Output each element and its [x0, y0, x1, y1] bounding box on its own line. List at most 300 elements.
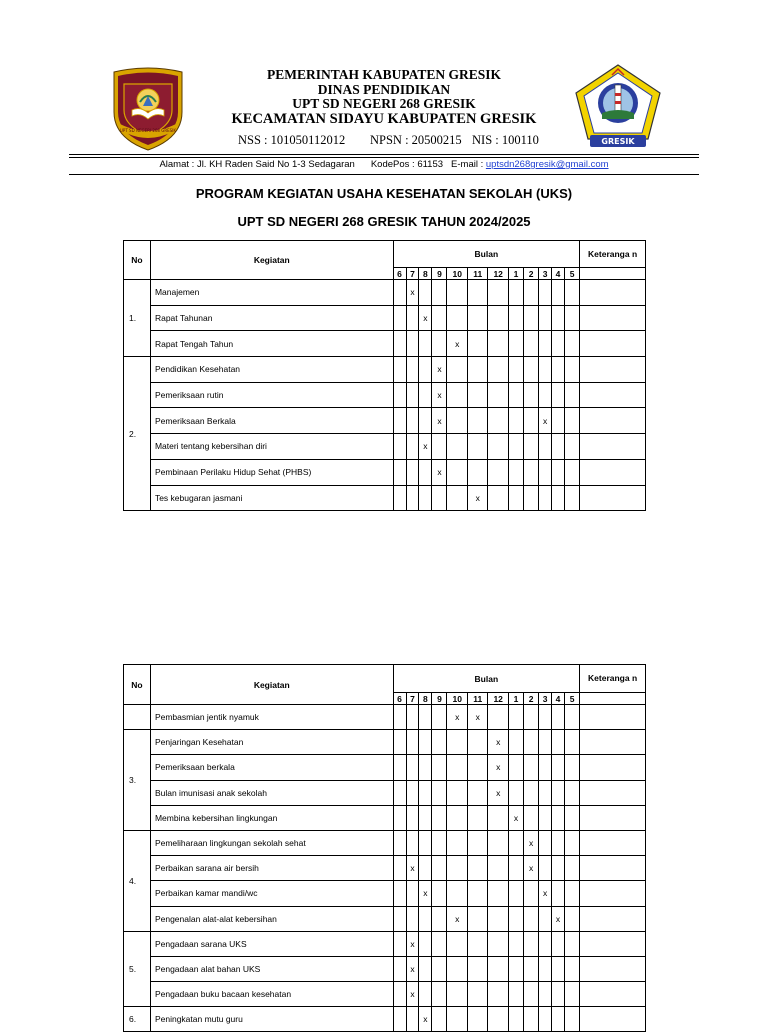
- month-header: 1: [508, 268, 523, 280]
- month-mark-cell: [419, 331, 432, 357]
- letterhead-line3: UPT SD NEGERI 268 GRESIK: [292, 96, 476, 112]
- month-mark-cell: [467, 956, 487, 981]
- month-header: 6: [393, 268, 406, 280]
- month-mark-cell: x: [406, 856, 419, 881]
- keterangan-subheader-empty: [580, 693, 646, 705]
- month-mark-cell: [488, 856, 508, 881]
- month-mark-cell: [447, 830, 467, 855]
- row-number: 3.: [124, 730, 151, 831]
- month-mark-cell: x: [447, 906, 467, 931]
- month-mark-cell: [524, 357, 539, 383]
- table-row: [124, 382, 646, 408]
- table-row: [124, 280, 646, 306]
- month-mark-cell: [393, 830, 406, 855]
- month-mark-cell: [406, 780, 419, 805]
- month-mark-cell: [406, 305, 419, 331]
- document-title: PROGRAM KEGIATAN USAHA KESEHATAN SEKOLAH (UKS): [195, 186, 573, 201]
- month-mark-cell: [432, 830, 447, 855]
- month-mark-cell: [508, 830, 523, 855]
- address: Alamat : Jl. KH Raden Said No 1-3 Sedagaran: [159, 159, 355, 170]
- month-mark-cell: [539, 705, 552, 730]
- month-mark-cell: [447, 805, 467, 830]
- month-mark-cell: [565, 830, 580, 855]
- school-shield-logo: [110, 66, 186, 152]
- month-mark-cell: [419, 357, 432, 383]
- month-header: 12: [488, 268, 508, 280]
- nss: NSS : 101050112012: [238, 133, 346, 147]
- month-mark-cell: [467, 780, 487, 805]
- kodepos: KodePos : 61153: [370, 159, 444, 170]
- month-mark-cell: [552, 881, 565, 906]
- keterangan-cell: [580, 1007, 646, 1032]
- month-mark-cell: [508, 856, 523, 881]
- month-mark-cell: [467, 357, 487, 383]
- month-mark-cell: [488, 459, 508, 485]
- month-mark-cell: [565, 956, 580, 981]
- month-mark-cell: [447, 357, 467, 383]
- month-mark-cell: [539, 357, 552, 383]
- month-mark-cell: [539, 485, 552, 511]
- month-mark-cell: [552, 1007, 565, 1032]
- table-row: [124, 780, 646, 805]
- month-mark-cell: [432, 755, 447, 780]
- month-header: 8: [419, 693, 432, 705]
- month-mark-cell: [432, 856, 447, 881]
- month-mark-cell: [565, 755, 580, 780]
- keterangan-cell: [580, 280, 646, 306]
- month-mark-cell: [565, 931, 580, 956]
- month-mark-cell: [406, 1007, 419, 1032]
- month-mark-cell: [488, 805, 508, 830]
- month-mark-cell: [432, 881, 447, 906]
- keterangan-cell: [580, 830, 646, 855]
- month-mark-cell: [419, 931, 432, 956]
- month-mark-cell: [467, 305, 487, 331]
- month-mark-cell: x: [419, 1007, 432, 1032]
- month-mark-cell: [488, 357, 508, 383]
- month-mark-cell: [419, 382, 432, 408]
- month-mark-cell: [447, 485, 467, 511]
- activity-cell: Peningkatan mutu guru: [150, 1007, 393, 1032]
- month-header: 10: [447, 268, 467, 280]
- month-mark-cell: [406, 485, 419, 511]
- month-mark-cell: [524, 931, 539, 956]
- month-mark-cell: [447, 434, 467, 460]
- month-mark-cell: [565, 982, 580, 1007]
- month-header: 4: [552, 268, 565, 280]
- header-bulan: Bulan: [393, 241, 580, 268]
- month-mark-cell: [419, 830, 432, 855]
- month-mark-cell: [406, 357, 419, 383]
- table-row: [124, 956, 646, 981]
- month-mark-cell: [432, 434, 447, 460]
- month-mark-cell: [432, 485, 447, 511]
- month-mark-cell: [539, 730, 552, 755]
- month-mark-cell: [524, 755, 539, 780]
- month-mark-cell: [393, 357, 406, 383]
- month-mark-cell: [447, 982, 467, 1007]
- row-number: 5.: [124, 931, 151, 1007]
- table-row: [124, 705, 646, 730]
- header-keterangan: Keteranga n: [580, 665, 646, 693]
- month-mark-cell: [432, 906, 447, 931]
- activity-cell: Perbaikan sarana air bersih: [150, 856, 393, 881]
- month-mark-cell: [393, 382, 406, 408]
- month-mark-cell: [552, 485, 565, 511]
- table-row: [124, 755, 646, 780]
- month-mark-cell: [565, 357, 580, 383]
- month-mark-cell: [508, 730, 523, 755]
- month-mark-cell: [419, 408, 432, 434]
- month-mark-cell: [432, 705, 447, 730]
- month-header: 11: [467, 268, 487, 280]
- month-mark-cell: [393, 881, 406, 906]
- month-header: 8: [419, 268, 432, 280]
- month-mark-cell: [552, 755, 565, 780]
- month-mark-cell: [508, 1007, 523, 1032]
- header-rule: [69, 154, 699, 155]
- activity-cell: Rapat Tahunan: [150, 305, 393, 331]
- month-mark-cell: x: [488, 755, 508, 780]
- month-mark-cell: [539, 805, 552, 830]
- month-mark-cell: [508, 780, 523, 805]
- month-mark-cell: [552, 982, 565, 1007]
- month-mark-cell: [419, 982, 432, 1007]
- month-mark-cell: [552, 730, 565, 755]
- month-header: 10: [447, 693, 467, 705]
- month-mark-cell: [393, 305, 406, 331]
- month-mark-cell: [552, 705, 565, 730]
- month-mark-cell: [406, 705, 419, 730]
- activity-cell: Materi tentang kebersihan diri: [150, 434, 393, 460]
- month-mark-cell: [565, 305, 580, 331]
- month-mark-cell: [432, 982, 447, 1007]
- month-mark-cell: [565, 1007, 580, 1032]
- month-mark-cell: [467, 459, 487, 485]
- month-mark-cell: [508, 382, 523, 408]
- month-mark-cell: x: [488, 780, 508, 805]
- month-mark-cell: [488, 382, 508, 408]
- month-mark-cell: x: [432, 357, 447, 383]
- month-mark-cell: [432, 331, 447, 357]
- email-link[interactable]: uptsdn268gresik@gmail.com: [485, 159, 609, 170]
- activity-cell: Pemeliharaan lingkungan sekolah sehat: [150, 830, 393, 855]
- month-mark-cell: [552, 434, 565, 460]
- month-mark-cell: [467, 434, 487, 460]
- month-mark-cell: [552, 382, 565, 408]
- month-mark-cell: x: [467, 485, 487, 511]
- month-mark-cell: [552, 931, 565, 956]
- month-mark-cell: [406, 906, 419, 931]
- month-mark-cell: [467, 280, 487, 306]
- month-mark-cell: [539, 906, 552, 931]
- month-mark-cell: x: [432, 408, 447, 434]
- month-mark-cell: [393, 805, 406, 830]
- month-mark-cell: x: [406, 931, 419, 956]
- month-mark-cell: [552, 459, 565, 485]
- month-mark-cell: [488, 485, 508, 511]
- activity-cell: Pemeriksaan Berkala: [150, 408, 393, 434]
- month-mark-cell: [406, 331, 419, 357]
- month-header: 5: [565, 268, 580, 280]
- month-mark-cell: [508, 331, 523, 357]
- table-row: [124, 830, 646, 855]
- month-mark-cell: [406, 830, 419, 855]
- month-mark-cell: [393, 780, 406, 805]
- keterangan-cell: [580, 931, 646, 956]
- month-mark-cell: [539, 459, 552, 485]
- keterangan-cell: [580, 982, 646, 1007]
- keterangan-cell: [580, 459, 646, 485]
- row-number: 6.: [124, 1007, 151, 1032]
- month-header: 6: [393, 693, 406, 705]
- month-mark-cell: [467, 730, 487, 755]
- activity-cell: Tes kebugaran jasmani: [150, 485, 393, 511]
- month-mark-cell: [432, 280, 447, 306]
- month-mark-cell: [508, 408, 523, 434]
- month-mark-cell: [406, 382, 419, 408]
- month-mark-cell: [432, 730, 447, 755]
- month-mark-cell: x: [406, 982, 419, 1007]
- header-kegiatan: Kegiatan: [150, 665, 393, 705]
- month-mark-cell: [467, 931, 487, 956]
- activity-cell: Pemeriksaan rutin: [150, 382, 393, 408]
- gresik-emblem-logo: [572, 63, 664, 153]
- keterangan-cell: [580, 485, 646, 511]
- month-mark-cell: [467, 408, 487, 434]
- month-mark-cell: [406, 408, 419, 434]
- month-mark-cell: x: [406, 280, 419, 306]
- month-mark-cell: x: [419, 305, 432, 331]
- nis: NIS : 100110: [472, 133, 539, 147]
- month-mark-cell: [565, 280, 580, 306]
- letterhead-line4: KECAMATAN SIDAYU KABUPATEN GRESIK: [231, 110, 537, 127]
- month-mark-cell: [552, 357, 565, 383]
- month-mark-cell: x: [419, 434, 432, 460]
- month-mark-cell: [508, 881, 523, 906]
- month-mark-cell: [447, 459, 467, 485]
- month-mark-cell: x: [447, 705, 467, 730]
- month-mark-cell: [565, 805, 580, 830]
- activity-cell: Pengenalan alat-alat kebersihan: [150, 906, 393, 931]
- activity-cell: Pengadaan sarana UKS: [150, 931, 393, 956]
- month-mark-cell: x: [447, 331, 467, 357]
- month-header: 2: [524, 693, 539, 705]
- month-mark-cell: [508, 459, 523, 485]
- month-mark-cell: [447, 382, 467, 408]
- month-mark-cell: [488, 331, 508, 357]
- month-mark-cell: [393, 434, 406, 460]
- month-mark-cell: [393, 459, 406, 485]
- keterangan-subheader-empty: [580, 268, 646, 280]
- keterangan-cell: [580, 705, 646, 730]
- table-row: [124, 459, 646, 485]
- month-mark-cell: [508, 705, 523, 730]
- month-mark-cell: [393, 705, 406, 730]
- activity-cell: Pengadaan alat bahan UKS: [150, 956, 393, 981]
- row-number: 1.: [124, 280, 151, 357]
- month-mark-cell: [488, 280, 508, 306]
- table-row: [124, 856, 646, 881]
- month-mark-cell: [552, 305, 565, 331]
- month-mark-cell: [524, 434, 539, 460]
- month-mark-cell: [488, 931, 508, 956]
- table-row: [124, 408, 646, 434]
- month-mark-cell: [467, 881, 487, 906]
- month-mark-cell: [552, 280, 565, 306]
- month-mark-cell: [552, 830, 565, 855]
- month-mark-cell: [393, 856, 406, 881]
- month-mark-cell: [432, 1007, 447, 1032]
- month-mark-cell: [539, 856, 552, 881]
- keterangan-cell: [580, 357, 646, 383]
- month-mark-cell: [508, 931, 523, 956]
- document-subtitle: UPT SD NEGERI 268 GRESIK TAHUN 2024/2025: [237, 214, 531, 229]
- address-rule: [69, 174, 699, 175]
- activity-cell: Pengadaan buku bacaan kesehatan: [150, 982, 393, 1007]
- month-mark-cell: [508, 982, 523, 1007]
- month-mark-cell: [447, 856, 467, 881]
- keterangan-cell: [580, 780, 646, 805]
- month-mark-cell: [406, 755, 419, 780]
- month-mark-cell: [565, 906, 580, 931]
- activity-cell: Bulan imunisasi anak sekolah: [150, 780, 393, 805]
- month-mark-cell: [488, 982, 508, 1007]
- keterangan-cell: [580, 755, 646, 780]
- npsn: NPSN : 20500215: [370, 133, 462, 147]
- month-mark-cell: [447, 408, 467, 434]
- month-mark-cell: [393, 331, 406, 357]
- month-mark-cell: [552, 856, 565, 881]
- month-mark-cell: [508, 956, 523, 981]
- month-mark-cell: [419, 755, 432, 780]
- email-label: E-mail :: [451, 159, 484, 170]
- month-mark-cell: x: [406, 956, 419, 981]
- uks-program-table-2: [123, 664, 646, 1032]
- month-mark-cell: [393, 755, 406, 780]
- month-mark-cell: [539, 956, 552, 981]
- month-mark-cell: [467, 331, 487, 357]
- month-mark-cell: [524, 780, 539, 805]
- month-mark-cell: [419, 856, 432, 881]
- month-mark-cell: [508, 485, 523, 511]
- month-mark-cell: [539, 982, 552, 1007]
- month-mark-cell: [393, 982, 406, 1007]
- month-mark-cell: [565, 730, 580, 755]
- month-mark-cell: [524, 331, 539, 357]
- header-keterangan: Keteranga n: [580, 241, 646, 268]
- table-row: [124, 982, 646, 1007]
- keterangan-cell: [580, 305, 646, 331]
- month-mark-cell: [524, 459, 539, 485]
- activity-cell: Manajemen: [150, 280, 393, 306]
- keterangan-cell: [580, 382, 646, 408]
- month-mark-cell: [508, 280, 523, 306]
- month-mark-cell: [524, 280, 539, 306]
- month-mark-cell: [447, 780, 467, 805]
- month-mark-cell: [552, 408, 565, 434]
- month-mark-cell: [467, 856, 487, 881]
- keterangan-cell: [580, 408, 646, 434]
- month-mark-cell: [467, 805, 487, 830]
- month-mark-cell: [432, 956, 447, 981]
- month-mark-cell: x: [539, 881, 552, 906]
- month-header: 7: [406, 693, 419, 705]
- month-mark-cell: [565, 705, 580, 730]
- month-mark-cell: x: [552, 906, 565, 931]
- month-mark-cell: [539, 755, 552, 780]
- month-mark-cell: [488, 1007, 508, 1032]
- row-number: 2.: [124, 357, 151, 511]
- month-mark-cell: [393, 280, 406, 306]
- month-mark-cell: [488, 705, 508, 730]
- activity-cell: Pembinaan Perilaku Hidup Sehat (PHBS): [150, 459, 393, 485]
- month-mark-cell: [419, 805, 432, 830]
- table-row: [124, 931, 646, 956]
- keterangan-cell: [580, 434, 646, 460]
- month-mark-cell: [524, 485, 539, 511]
- month-mark-cell: [393, 906, 406, 931]
- month-mark-cell: [447, 730, 467, 755]
- month-mark-cell: [524, 382, 539, 408]
- month-mark-cell: [488, 434, 508, 460]
- month-header: 12: [488, 693, 508, 705]
- month-mark-cell: [447, 305, 467, 331]
- month-mark-cell: [406, 805, 419, 830]
- header-rule-thin: [69, 157, 699, 158]
- month-mark-cell: [488, 956, 508, 981]
- month-mark-cell: [393, 408, 406, 434]
- month-mark-cell: [539, 280, 552, 306]
- month-mark-cell: [447, 931, 467, 956]
- month-mark-cell: [524, 408, 539, 434]
- month-mark-cell: [432, 931, 447, 956]
- month-mark-cell: [524, 982, 539, 1007]
- month-mark-cell: [552, 805, 565, 830]
- address-line: [0, 159, 768, 170]
- month-mark-cell: [488, 881, 508, 906]
- month-mark-cell: [467, 755, 487, 780]
- month-header: 1: [508, 693, 523, 705]
- month-mark-cell: [488, 305, 508, 331]
- month-mark-cell: [524, 805, 539, 830]
- month-mark-cell: [565, 856, 580, 881]
- month-mark-cell: [539, 780, 552, 805]
- activity-cell: Penjaringan Kesehatan: [150, 730, 393, 755]
- month-mark-cell: [565, 331, 580, 357]
- letterhead-line2: DINAS PENDIDIKAN: [317, 81, 451, 97]
- month-mark-cell: [447, 881, 467, 906]
- month-mark-cell: [393, 956, 406, 981]
- left-logo-text: UPT SD NEGERI 268 GRESIK: [120, 128, 176, 133]
- month-mark-cell: [508, 755, 523, 780]
- month-mark-cell: [539, 382, 552, 408]
- activity-cell: Pendidikan Kesehatan: [150, 357, 393, 383]
- letterhead-line1: PEMERINTAH KABUPATEN GRESIK: [266, 67, 502, 82]
- keterangan-cell: [580, 331, 646, 357]
- month-mark-cell: [467, 830, 487, 855]
- month-mark-cell: [565, 780, 580, 805]
- month-mark-cell: x: [467, 705, 487, 730]
- month-header: 3: [539, 693, 552, 705]
- month-mark-cell: [406, 459, 419, 485]
- month-mark-cell: [539, 931, 552, 956]
- table-row: [124, 730, 646, 755]
- activity-cell: Pembasmian jentik nyamuk: [150, 705, 393, 730]
- month-mark-cell: [419, 730, 432, 755]
- month-mark-cell: x: [419, 881, 432, 906]
- month-mark-cell: [524, 705, 539, 730]
